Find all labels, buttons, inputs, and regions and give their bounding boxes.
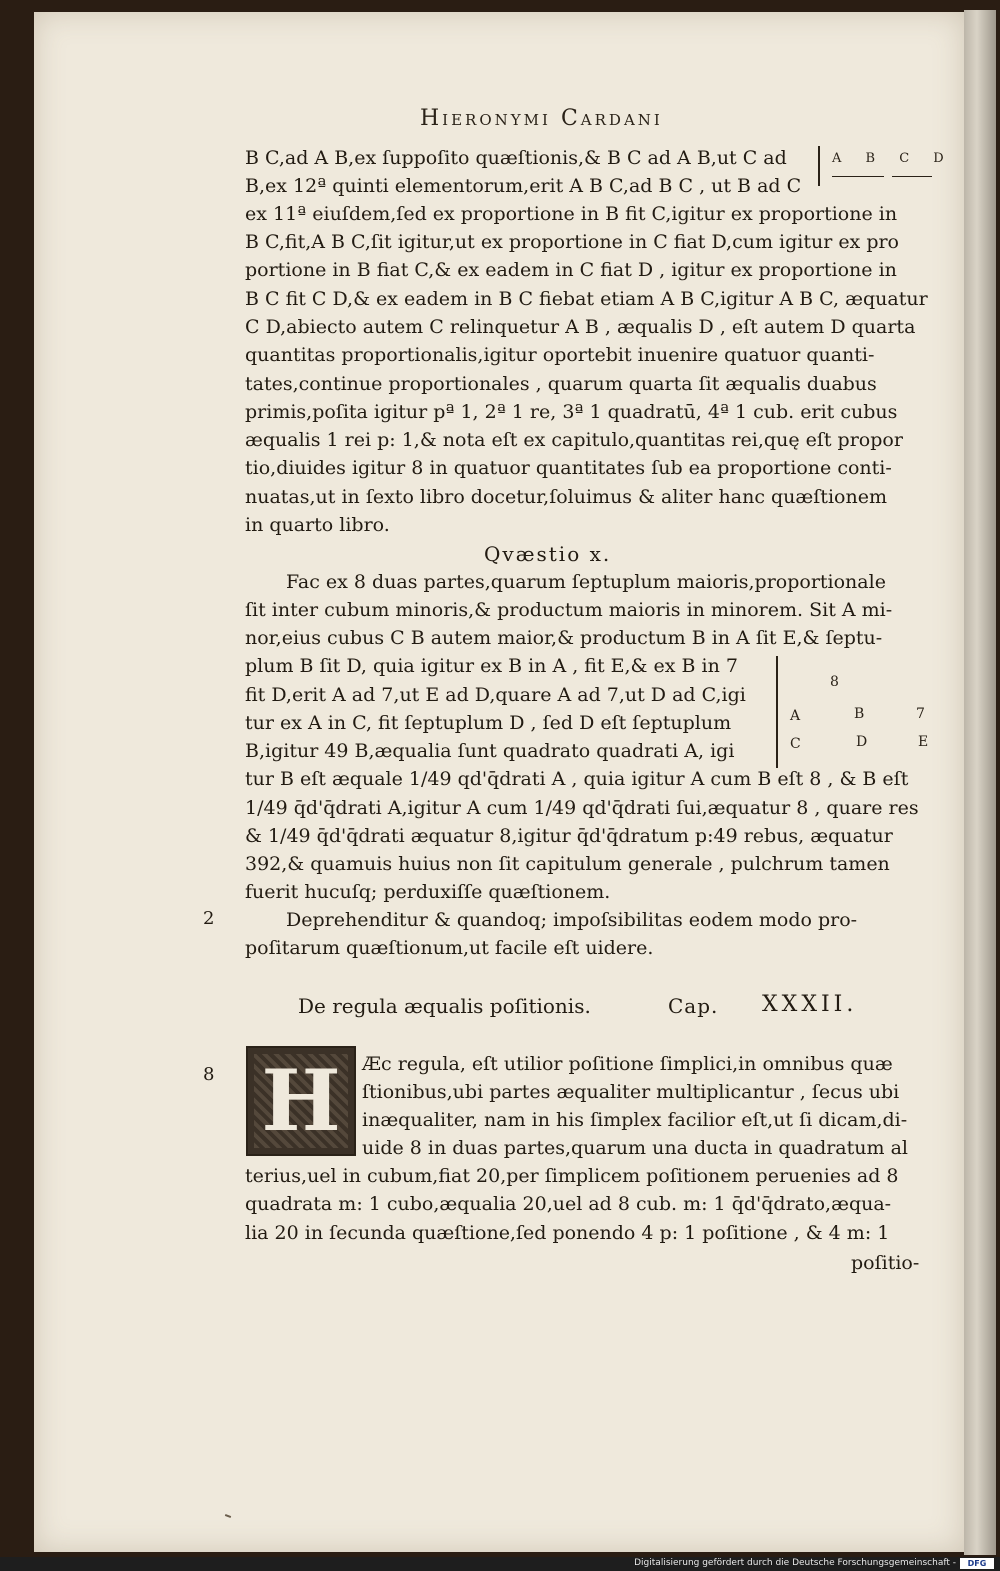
text-line: tur ex A in C, fit ſeptuplum D , ſed D eſt ſeptuplum xyxy=(245,712,732,734)
text-line: quantitas proportionalis,igitur oportebit inuenire quatuor quanti- xyxy=(245,344,875,366)
margin-number: 2 xyxy=(203,908,215,929)
chapter-label: Cap. xyxy=(668,994,719,1018)
decorated-initial xyxy=(246,1046,356,1156)
text-line: quadrata m: 1 cubo,æqualia 20,uel ad 8 cub. m: 1 q̄d'q̄drato,æqua- xyxy=(245,1193,892,1215)
text-line: primis,poſita igitur pª 1, 2ª 1 re, 3ª 1 quadratū, 4ª 1 cub. erit cubus xyxy=(245,401,898,423)
text-line: fit D,erit A ad 7,ut E ad D,quare A ad 7,ut D ad C,igi xyxy=(245,684,746,706)
text-line: Deprehenditur & quandoq; impoſsibilitas eodem modo pro- xyxy=(286,909,858,931)
chapter-number: XXXII. xyxy=(762,992,858,1017)
text-line: tur B eſt æquale 1/49 qd'q̄drati A , quia igitur A cum B eſt 8 , & B eſt xyxy=(245,768,909,790)
page-edge xyxy=(964,10,996,1555)
text-line: lia 20 in ſecunda quæſtione,ſed ponendo 4 p: 1 poſitione , & 4 m: 1 xyxy=(245,1222,890,1244)
text-line: in quarto libro. xyxy=(245,514,390,536)
diagram-labels: A B C D xyxy=(832,151,954,166)
text-line: inæqualiter, nam in his ſimplex facilior eſt,ut ſi dicam,di- xyxy=(362,1109,908,1131)
text-line: Fac ex 8 duas partes,quarum ſeptuplum maioris,proportionale xyxy=(286,571,886,593)
diagram-label: A xyxy=(790,708,801,724)
running-header: Hieronymi Cardani xyxy=(420,106,663,131)
text-line: ex 11ª eiuſdem,ſed ex proportione in B fit C,igitur ex proportione in xyxy=(245,203,898,225)
text-line: terius,uel in cubum,fiat 20,per ſimplicem poſitionem peruenies ad 8 xyxy=(245,1165,899,1187)
text-line: nor,eius cubus C B autem maior,& productum B in A ſit E,& ſeptu- xyxy=(245,627,883,649)
text-line: portione in B fiat C,& ex eadem in C fiat D , igitur ex proportione in xyxy=(245,259,897,281)
text-line: B C,ad A B,ex ſuppoſito quæſtionis,& B C ad A B,ut C ad xyxy=(245,147,787,169)
dfg-logo: DFG xyxy=(960,1558,994,1569)
diagram-label: C xyxy=(790,736,801,752)
text-line: fuerit hucuſq; perduxiſſe quæſtionem. xyxy=(245,881,611,903)
catchword: poſitio- xyxy=(851,1252,920,1274)
text-line: uide 8 in duas partes,quarum una ducta in quadratum al xyxy=(362,1137,908,1159)
footer-credit: Digitalisierung gefördert durch die Deutsche Forschungsgemeinschaft - xyxy=(634,1558,956,1568)
text-line: æqualis 1 rei p: 1,& nota eſt ex capitulo,quantitas rei,quę eſt propor xyxy=(245,429,903,451)
diagram-label: 7 xyxy=(916,706,925,722)
text-line: B,igitur 49 B,æqualia ſunt quadrato quadrati A, igi xyxy=(245,740,735,762)
initial-letter: H xyxy=(261,1051,341,1150)
question-heading: Qvæstio x. xyxy=(484,542,612,566)
diagram-rule xyxy=(832,176,884,177)
text-line: ſtionibus,ubi partes æqualiter multiplicantur , ſecus ubi xyxy=(362,1081,900,1103)
text-line: B C,fit,A B C,ſit igitur,ut ex proportione in C fiat D,cum igitur ex pro xyxy=(245,231,899,253)
text-line: 392,& quamuis huius non ſit capitulum generale , pulchrum tamen xyxy=(245,853,890,875)
text-line: tates,continue proportionales , quarum quarta ſit æqualis duabus xyxy=(245,373,877,395)
diagram-label: E xyxy=(918,734,929,750)
quantities-diagram xyxy=(776,656,938,768)
text-line: 1/49 q̄d'q̄drati A,igitur A cum 1/49 qd'q̄drati ſui,æquatur 8 , quare res xyxy=(245,797,919,819)
text-line: B,ex 12ª quinti elementorum,erit A B C,ad B C , ut B ad C xyxy=(245,175,802,197)
diagram-label: B xyxy=(854,706,865,722)
chapter-title: De regula æqualis poſitionis. xyxy=(298,994,591,1018)
text-line: poſitarum quæſtionum,ut facile eſt uidere. xyxy=(245,937,654,959)
diagram-label: D xyxy=(856,734,868,750)
diagram-rule xyxy=(892,176,932,177)
diagram-label: 8 xyxy=(830,674,839,690)
text-line: Æc regula, eſt utilior poſitione ſimplici,in omnibus quæ xyxy=(362,1053,893,1075)
proportion-diagram xyxy=(818,146,954,186)
margin-number: 8 xyxy=(203,1064,215,1085)
text-line: B C fit C D,& ex eadem in B C fiebat etiam A B C,igitur A B C, æquatur xyxy=(245,288,928,310)
text-line: nuatas,ut in ſexto libro docetur,ſoluimus & aliter hanc quæſtionem xyxy=(245,486,887,508)
text-line: tio,diuides igitur 8 in quatuor quantitates ſub ea proportione conti- xyxy=(245,457,892,479)
text-line: & 1/49 q̄d'q̄drati æquatur 8,igitur q̄d'q̄dratum p:49 rebus, æquatur xyxy=(245,825,893,847)
text-line: ſit inter cubum minoris,& productum maioris in minorem. Sit A mi- xyxy=(245,599,893,621)
text-line: plum B ſit D, quia igitur ex B in A , fit E,& ex B in 7 xyxy=(245,655,738,677)
text-line: C D,abiecto autem C relinquetur A B , æqualis D , eſt autem D quarta xyxy=(245,316,916,338)
